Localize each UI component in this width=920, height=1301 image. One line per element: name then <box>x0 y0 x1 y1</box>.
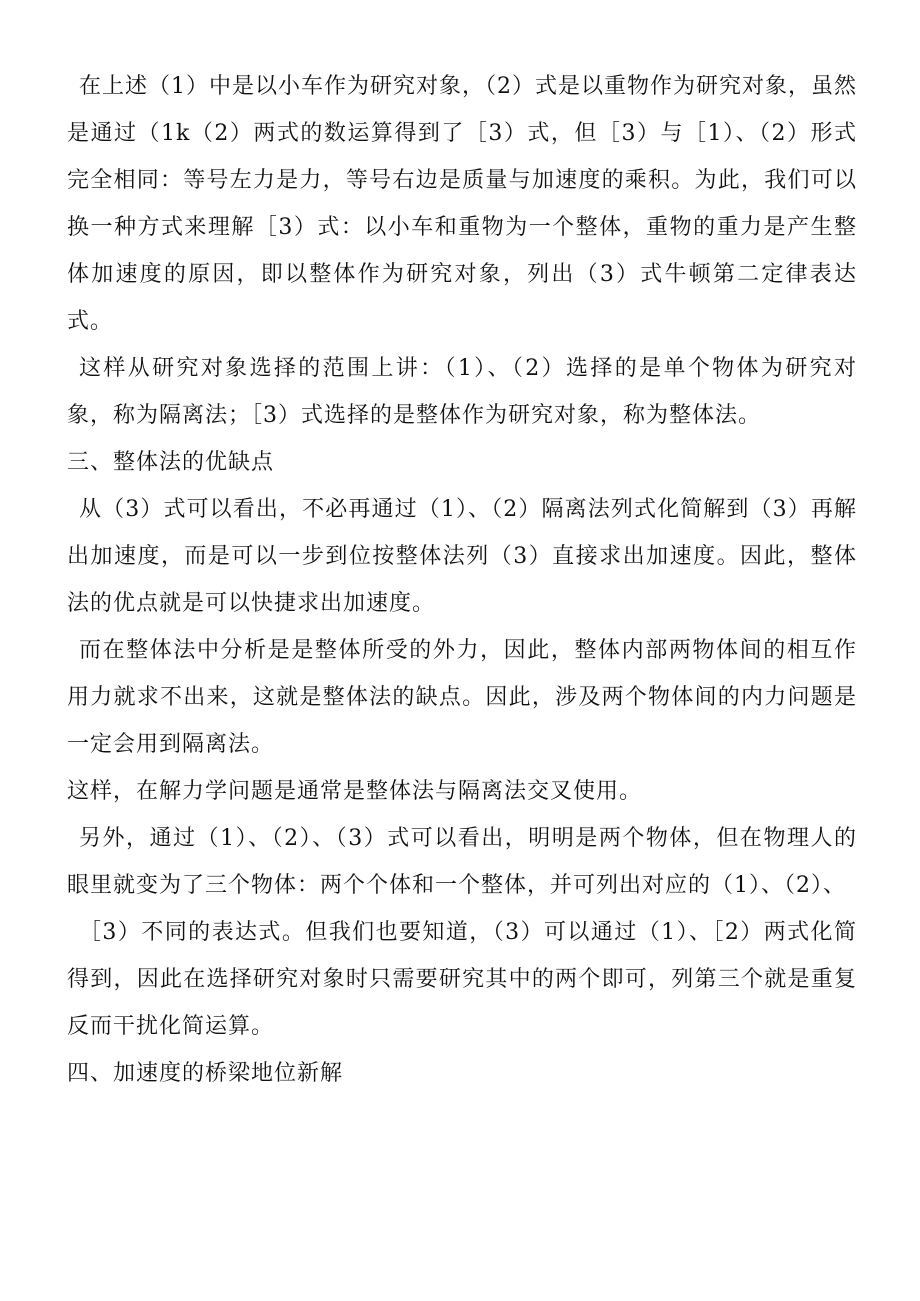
paragraph-combined-use: 这样，在解力学问题是通常是整体法与隔离法交叉使用。 <box>67 779 643 804</box>
paragraph-advantages: 从（3）式可以看出，不必再通过（1）、（2）隔离法列式化简解到（3）再解出加速度，而是可以一步到位按整体法列（3）直接求出加速度。因此，整体法的优点就是可以快捷求出加速度。 <box>67 497 857 616</box>
paragraph-disadvantages: 而在整体法中分析是是整体所受的外力，因此，整体内部两物体间的相互作用力就求不出来，这就是整体法的缺点。因此，涉及两个物体间的内力问题是一定会用到隔离法。 <box>67 638 857 757</box>
paragraph-three-objects: 另外，通过（1）、（2）、（3）式可以看出，明明是两个物体，但在物理人的眼里就变为了三个物体：两个个体和一个整体，并可列出对应的（1）、（2）、 <box>67 826 857 898</box>
paragraph-method-definition: 这样从研究对象选择的范围上讲：（1）、（2）选择的是单个物体为研究对象，称为隔离法；［3）式选择的是整体作为研究对象，称为整体法。 <box>67 356 857 428</box>
paragraph-redundancy: ［3）不同的表达式。但我们也要知道，（3）可以通过（1）、［2）两式化简得到，因此在选择研究对象时只需要研究其中的两个即可，列第三个就是重复反而干扰化简运算。 <box>67 920 857 1039</box>
document-body <box>67 63 857 1097</box>
section-heading-3: 三、整体法的优缺点 <box>67 450 275 475</box>
paragraph-whole-vs-isolated: 在上述（1）中是以小车作为研究对象，（2）式是以重物作为研究对象，虽然是通过（1k（2）两式的数运算得到了［3）式，但［3）与［1）、（2）形式完全相同：等号左力是力，等号右边是质量与加速度的乘积。为此，我们可以换一种方式来理解［3）式：以小车和重物为一个整体，重物的重力是产生整体加速度的原因，即以整体作为研究对象，列出（3）式牛顿第二定律表达式。 <box>67 74 857 334</box>
section-heading-4: 四、加速度的桥梁地位新解 <box>67 1061 344 1086</box>
